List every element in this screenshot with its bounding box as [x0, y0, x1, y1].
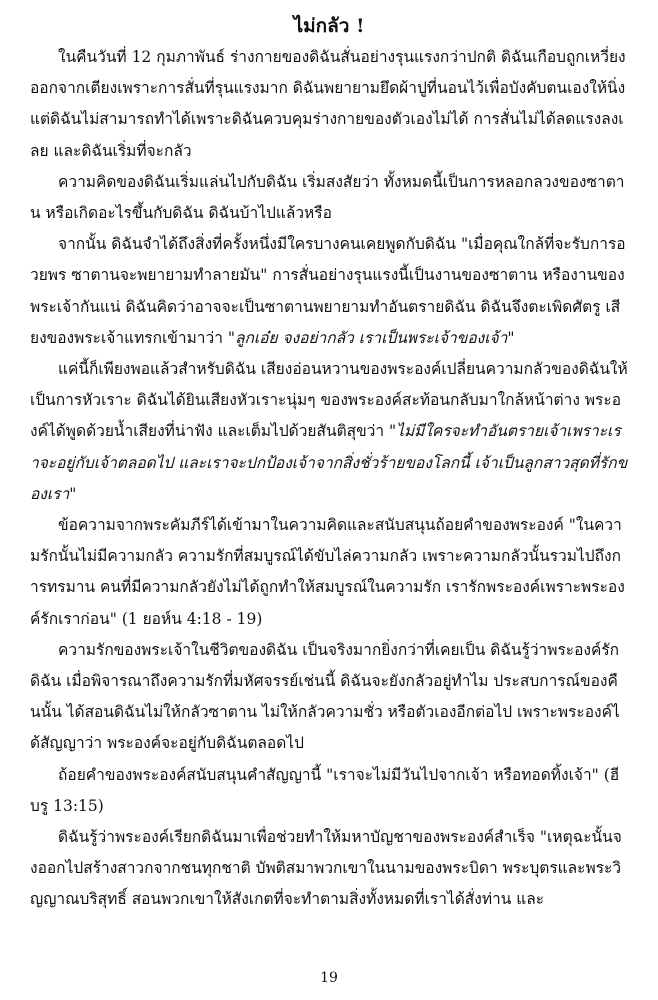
paragraph-text: ความรักของพระเจ้าในชีวิตของดิฉัน เป็นจริงมากยิ่งกว่าที่เคยเป็น ดิฉันรู้ว่าพระองค์รักดิฉัน เมื่อพิจารณาถึงความรักที่มหัศจรรย์เช่นนี้ ดิฉันจะยังกลัวอยู่ทำไม ประสบการณ์ของคืนนั้น ได้สอนดิฉันไม่ให้กลัวซาตาน ไม่ให้กลัวความชั่ว หรือตัวเองอีกต่อไป เพราะพระองค์ได้สัญญาว่า พระองค์จะอยู่กับดิฉันตลอดไป — [30, 640, 620, 753]
italic-quote: "ลูกเอ๋ย จงอย่ากลัว เราเป็นพระเจ้าของเจ้า" — [227, 328, 515, 347]
paragraph-7 — [30, 760, 628, 822]
paragraph-8 — [30, 822, 628, 916]
paragraph-text: ในคืนวันที่ 12 กุมภาพันธ์ ร่างกายของดิฉันสั่นอย่างรุนแรงกว่าปกติ ดิฉันเกือบถูกเหวี่ยงออกจากเตียงเพราะการสั่นที่รุนแรงมาก ดิฉันพยายามยึดผ้าปูที่นอนไว้เพื่อบังคับตนเองให้นิ่ง แต่ดิฉันไม่สามารถทำได้เพราะดิฉันควบคุมร่างกายของตัวเองไม่ได้ การสั่นไม่ได้ลดแรงลงเลย และดิฉันเริ่มที่จะกลัว — [30, 48, 626, 160]
paragraph-text: ความคิดของดิฉันเริ่มแล่นไปกับดิฉัน เริ่มสงสัยว่า ทั้งหมดนี้เป็นการหลอกลวงของซาตาน หรือเกิดอะไรขึ้นกับดิฉัน ดิฉันบ้าไปแล้วหรือ — [30, 172, 625, 223]
paragraph-5 — [30, 510, 628, 635]
paragraph-text: แค่นี้ก็เพียงพอแล้วสำหรับดิฉัน เสียงอ่อนหวานของพระองค์เปลี่ยนความกลัวของดิฉันให้เป็นการหัวเราะ ดิฉันได้ยินเสียงหัวเราะนุ่มๆ ของพระองค์สะท้อนกลับมาใกล้หน้าต่าง พระองค์ได้พูดด้วยน้ำเสียงที่น่าฟัง และเต็มไปด้วยสันติสุขว่า — [30, 360, 628, 441]
paragraph-3 — [30, 229, 628, 354]
paragraph-6 — [30, 635, 628, 760]
paragraph-4 — [30, 354, 628, 510]
page-title: ไม่กลัว ! — [293, 15, 365, 37]
paragraph-text: ดิฉันรู้ว่าพระองค์เรียกดิฉันมาเพื่อช่วยทำให้มหาบัญชาของพระองค์สำเร็จ "เหตุฉะนั้นจงออกไปสร้างสาวกจากชนทุกชาติ บัพติสมาพวกเขาในนามของพระบิดา พระบุตรและพระวิญญาณบริสุทธิ์ สอนพวกเขาให้สังเกตที่จะทำตามสิ่งทั้งหมดที่เราได้สั่งท่าน และ — [30, 828, 622, 909]
paragraph-text: จากนั้น ดิฉันจำได้ถึงสิ่งที่ครั้งหนึ่งมีใครบางคนเคยพูดกับดิฉัน "เมื่อคุณใกล้ที่จะรับการอวยพร ซาตานจะพยายามทำลายมัน" การสั่นอย่างรุนแรงนี้เป็นงานของซาตาน หรืองานของพระเจ้ากันแน่ ดิฉันคิดว่าอาจจะเป็นซาตานพยายามทำอันตรายดิฉัน ดิฉันจึงตะเพิดศัตรู เสียงของพระเจ้าแทรกเข้ามาว่า — [30, 235, 626, 347]
paragraph-1 — [30, 42, 628, 167]
paragraph-text: ถ้อยคำของพระองค์สนับสนุนคำสัญญานี้ "เราจะไม่มีวันไปจากเจ้า หรือทอดทิ้งเจ้า" (ฮีบรู 13:15) — [30, 765, 620, 815]
body-text — [30, 42, 628, 916]
paragraph-text: ข้อความจากพระคัมภีร์ได้เข้ามาในความคิดและสนับสนุนถ้อยคำของพระองค์ "ในความรักนั้นไม่มีความกลัว ความรักที่สมบูรณ์ได้ขับไล่ความกลัว เพราะความกลัวนั้นรวมไปถึงการทรมาน คนที่มีความกลัวยังไม่ได้ถูกทำให้สมบูรณ์ในความรัก เรารักพระองค์เพราะพระองค์รักเราก่อน" (1 ยอห์น 4:18 - 19) — [30, 516, 625, 628]
page-number: 19 — [320, 970, 338, 986]
paragraph-2 — [30, 167, 628, 229]
italic-quote: "ไม่มีใครจะทำอันตรายเจ้าเพราะเราจะอยู่กับเจ้าตลอดไป และเราจะปกป้องเจ้าจากสิ่งชั่วร้ายของโลกนี้ เจ้าเป็นลูกสาวสุดที่รักของเรา" — [30, 422, 628, 503]
